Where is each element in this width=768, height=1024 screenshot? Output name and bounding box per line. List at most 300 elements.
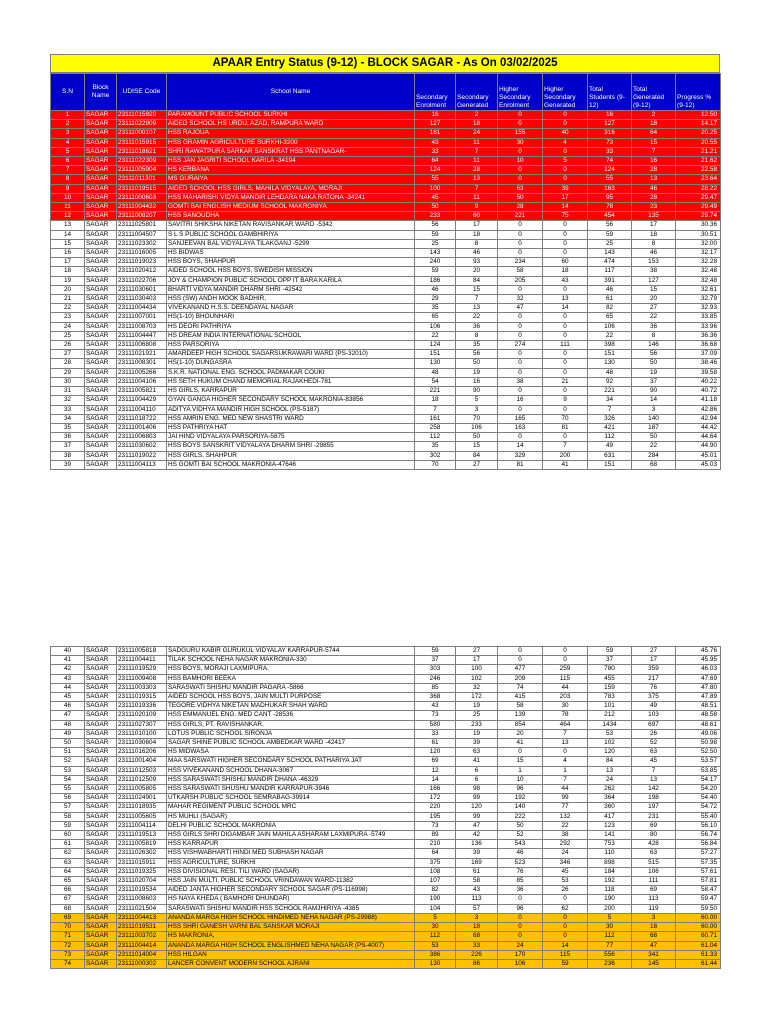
cell-sec-gen: 18 — [456, 120, 498, 129]
cell-sec-enrol: 172 — [415, 794, 456, 803]
cell-school: HSS GIRLS SHRI DIGAMBAR JAIN MAHILA ASHARAM LAXMIPURA -5749 — [167, 831, 415, 840]
cell-total-gen: 46 — [632, 249, 676, 258]
cell-sec-enrol: 59 — [415, 230, 456, 239]
cell-school: SHRI RAWATPURA SARKAR SANSKRAT HSS PANTNAGAR- — [167, 147, 415, 156]
cell-sn: 44 — [51, 683, 85, 692]
cell-block: SAGAR — [85, 396, 117, 405]
cell-udise: 23111011301 — [117, 175, 167, 184]
cell-total-gen: 38 — [632, 267, 676, 276]
cell-sec-enrol: 151 — [415, 350, 456, 359]
cell-progress: 48.58 — [676, 711, 721, 720]
cell-sec-enrol: 69 — [415, 757, 456, 766]
cell-sec-enrol: 14 — [415, 775, 456, 784]
cell-hsec-gen: 4 — [543, 757, 588, 766]
cell-sn: 23 — [51, 313, 85, 322]
status-table-bottom — [50, 646, 721, 969]
cell-sn: 28 — [51, 359, 85, 368]
cell-sec-enrol: 130 — [415, 959, 456, 968]
cell-sec-enrol: 186 — [415, 276, 456, 285]
header-school: School Name — [167, 74, 415, 111]
cell-sec-enrol: 55 — [415, 175, 456, 184]
cell-hsec-gen: 0 — [543, 405, 588, 414]
cell-block: SAGAR — [85, 387, 117, 396]
cell-school: AMARDEEP HIGH SCHOOL SAGARSUKRAWARI WARD (PS-32010) — [167, 350, 415, 359]
cell-total-students: 454 — [588, 212, 632, 221]
cell-sn: 15 — [51, 239, 85, 248]
cell-hsec-gen: 24 — [543, 849, 588, 858]
cell-block: SAGAR — [85, 129, 117, 138]
cell-total-gen: 217 — [632, 674, 676, 683]
cell-total-students: 221 — [588, 387, 632, 396]
cell-total-gen: 15 — [632, 138, 676, 147]
table-row — [51, 120, 721, 129]
cell-school: HSS VIVEKANAND SCHOOL DHANA-3067 — [167, 766, 415, 775]
cell-hsec-enrol: 0 — [498, 913, 543, 922]
cell-sec-enrol: 195 — [415, 812, 456, 821]
cell-hsec-enrol: 0 — [498, 166, 543, 175]
cell-progress: 30.51 — [676, 230, 721, 239]
cell-sn: 54 — [51, 775, 85, 784]
cell-progress: 60.00 — [676, 923, 721, 932]
table-row — [51, 442, 721, 451]
cell-hsec-enrol: 0 — [498, 433, 543, 442]
header-udise: UDISE Code — [117, 74, 167, 111]
cell-progress: 57.35 — [676, 858, 721, 867]
cell-hsec-gen: 0 — [543, 748, 588, 757]
cell-total-students: 163 — [588, 184, 632, 193]
cell-total-gen: 27 — [632, 304, 676, 313]
cell-hsec-gen: 14 — [543, 203, 588, 212]
cell-hsec-enrol: 329 — [498, 451, 543, 460]
cell-sec-enrol: 89 — [415, 831, 456, 840]
cell-progress: 59.50 — [676, 904, 721, 913]
cell-hsec-gen: 115 — [543, 674, 588, 683]
table-row — [51, 212, 721, 221]
cell-sec-enrol: 143 — [415, 249, 456, 258]
cell-total-students: 326 — [588, 414, 632, 423]
cell-total-students: 184 — [588, 867, 632, 876]
cell-hsec-enrol: 0 — [498, 932, 543, 941]
cell-progress: 56.10 — [676, 821, 721, 830]
table-row — [51, 460, 721, 469]
cell-school: HSS JAN JAGRITI SCHOOL KARILA -34194 — [167, 157, 415, 166]
cell-school: HSS SARASWATI SHUSHU MANDIR KARRAPUR-3946 — [167, 785, 415, 794]
cell-hsec-enrol: 85 — [498, 877, 543, 886]
cell-total-students: 110 — [588, 849, 632, 858]
cell-sec-gen: 172 — [456, 693, 498, 702]
cell-total-students: 33 — [588, 147, 632, 156]
cell-sec-enrol: 73 — [415, 821, 456, 830]
cell-udise: 23111004429 — [117, 396, 167, 405]
cell-total-students: 34 — [588, 396, 632, 405]
cell-total-students: 84 — [588, 757, 632, 766]
cell-hsec-enrol: 96 — [498, 785, 543, 794]
cell-hsec-enrol: 0 — [498, 647, 543, 656]
cell-sn: 74 — [51, 959, 85, 968]
cell-hsec-enrol: 0 — [498, 221, 543, 230]
cell-school: SAVITRI SHIKSHA NIKETAN RAVISANKAR WARD -5342 — [167, 221, 415, 230]
cell-progress: 57.61 — [676, 867, 721, 876]
cell-progress: 54.72 — [676, 803, 721, 812]
cell-sec-enrol: 386 — [415, 950, 456, 959]
cell-sn: 37 — [51, 442, 85, 451]
cell-sn: 46 — [51, 702, 85, 711]
cell-hsec-gen: 0 — [543, 249, 588, 258]
cell-sn: 48 — [51, 720, 85, 729]
cell-sn: 21 — [51, 295, 85, 304]
cell-hsec-gen: 0 — [543, 359, 588, 368]
cell-udise: 23111022309 — [117, 157, 167, 166]
cell-sn: 61 — [51, 840, 85, 849]
cell-hsec-enrol: 209 — [498, 674, 543, 683]
cell-total-gen: 16 — [632, 157, 676, 166]
cell-total-gen: 142 — [632, 785, 676, 794]
cell-hsec-enrol: 0 — [498, 895, 543, 904]
cell-block: SAGAR — [85, 702, 117, 711]
cell-udise: 23111030601 — [117, 285, 167, 294]
cell-progress: 14.17 — [676, 120, 721, 129]
table-row — [51, 959, 721, 968]
status-table-top — [50, 73, 721, 470]
cell-sec-enrol: 64 — [415, 849, 456, 858]
cell-school: PARAMOUNT PUBLIC SCHOOL SURKHI — [167, 111, 415, 120]
cell-udise: 23111019534 — [117, 886, 167, 895]
cell-progress: 32.28 — [676, 258, 721, 267]
cell-sec-enrol: 120 — [415, 748, 456, 757]
cell-hsec-enrol: 38 — [498, 377, 543, 386]
cell-udise: 23111015915 — [117, 138, 167, 147]
cell-sec-gen: 17 — [456, 221, 498, 230]
cell-hsec-gen: 21 — [543, 377, 588, 386]
cell-hsec-enrol: 0 — [498, 175, 543, 184]
cell-sn: 42 — [51, 665, 85, 674]
cell-sn: 4 — [51, 138, 85, 147]
cell-block: SAGAR — [85, 258, 117, 267]
cell-block: SAGAR — [85, 285, 117, 294]
table-row — [51, 129, 721, 138]
cell-progress: 39.58 — [676, 368, 721, 377]
cell-hsec-gen: 1 — [543, 766, 588, 775]
cell-sec-gen: 57 — [456, 904, 498, 913]
cell-total-students: 780 — [588, 665, 632, 674]
cell-sec-gen: 15 — [456, 285, 498, 294]
cell-hsec-gen: 17 — [543, 193, 588, 202]
cell-total-students: 262 — [588, 785, 632, 794]
cell-sec-gen: 47 — [456, 821, 498, 830]
cell-total-gen: 15 — [632, 285, 676, 294]
cell-block: SAGAR — [85, 821, 117, 830]
cell-total-students: 1434 — [588, 720, 632, 729]
cell-total-gen: 69 — [632, 886, 676, 895]
cell-udise: 23111015911 — [117, 858, 167, 867]
table-row — [51, 203, 721, 212]
cell-sn: 31 — [51, 387, 85, 396]
cell-hsec-enrol: 32 — [498, 295, 543, 304]
table-row — [51, 221, 721, 230]
cell-sn: 11 — [51, 203, 85, 212]
cell-school: HSS HILGAN — [167, 950, 415, 959]
cell-sec-gen: 98 — [456, 785, 498, 794]
cell-hsec-gen: 5 — [543, 157, 588, 166]
cell-total-gen: 63 — [632, 748, 676, 757]
cell-school: S.K.R. NATIONAL ENG. SCHOOL PADMAKAR COUKI — [167, 368, 415, 377]
table-row — [51, 423, 721, 432]
table-row — [51, 451, 721, 460]
cell-total-students: 556 — [588, 950, 632, 959]
cell-udise: 23111005266 — [117, 368, 167, 377]
cell-progress: 37.09 — [676, 350, 721, 359]
cell-school: BHARTI VIDYA MANDIR DHARM SHRI -42542 — [167, 285, 415, 294]
cell-hsec-enrol: 0 — [498, 405, 543, 414]
table-row — [51, 258, 721, 267]
cell-block: SAGAR — [85, 895, 117, 904]
cell-block: SAGAR — [85, 739, 117, 748]
cell-progress: 50.98 — [676, 739, 721, 748]
cell-progress: 53.57 — [676, 757, 721, 766]
cell-total-students: 151 — [588, 350, 632, 359]
cell-total-gen: 135 — [632, 212, 676, 221]
cell-school: HSS SARASWATI SHISHU MANDIR DHANA -46329 — [167, 775, 415, 784]
cell-school: HS(1-10) DUNGASRA — [167, 359, 415, 368]
cell-sn: 71 — [51, 932, 85, 941]
cell-progress: 21.21 — [676, 147, 721, 156]
cell-sec-enrol: 258 — [415, 423, 456, 432]
cell-school: SADGURU KABIR GURUKUL VIDYALAY KARRAPUR-5744 — [167, 647, 415, 656]
cell-sn: 25 — [51, 331, 85, 340]
cell-block: SAGAR — [85, 720, 117, 729]
cell-progress: 56.84 — [676, 840, 721, 849]
cell-hsec-enrol: 0 — [498, 923, 543, 932]
cell-school: HSS BOYS SANSKRIT VIDYALAYA DHARM SHRI -29855 — [167, 442, 415, 451]
cell-school: HSS MAHARISHI VIDYA MANDIR LEHDARA NAKA RATONA -34241 — [167, 193, 415, 202]
cell-school: HS DEORI PATHRIYA — [167, 322, 415, 331]
cell-block: SAGAR — [85, 423, 117, 432]
cell-udise: 23111019315 — [117, 693, 167, 702]
cell-sn: 33 — [51, 405, 85, 414]
header-total-students: Total Students (9-12) — [588, 74, 632, 111]
cell-block: SAGAR — [85, 120, 117, 129]
table-row — [51, 387, 721, 396]
cell-hsec-gen: 0 — [543, 656, 588, 665]
cell-sec-enrol: 210 — [415, 840, 456, 849]
cell-block: SAGAR — [85, 203, 117, 212]
cell-hsec-gen: 0 — [543, 433, 588, 442]
cell-school: VIVEKANAND H.S.S. DEENDAYAL NAGAR — [167, 304, 415, 313]
cell-block: SAGAR — [85, 831, 117, 840]
table-row — [51, 313, 721, 322]
cell-sn: 9 — [51, 184, 85, 193]
cell-school: ANANDA MARGA HIGH SCHOOL ENGLISHMED NEHA NAGAR (PS-4007) — [167, 941, 415, 950]
table-row — [51, 720, 721, 729]
cell-hsec-enrol: 163 — [498, 423, 543, 432]
cell-hsec-gen: 0 — [543, 368, 588, 377]
cell-total-gen: 13 — [632, 175, 676, 184]
cell-udise: 23111019022 — [117, 451, 167, 460]
cell-udise: 23111010100 — [117, 729, 167, 738]
cell-sec-gen: 5 — [456, 396, 498, 405]
cell-hsec-enrol: 14 — [498, 442, 543, 451]
cell-progress: 57.81 — [676, 877, 721, 886]
cell-block: SAGAR — [85, 451, 117, 460]
cell-sec-gen: 99 — [456, 794, 498, 803]
cell-udise: 23111030602 — [117, 442, 167, 451]
table-row — [51, 757, 721, 766]
cell-sn: 30 — [51, 377, 85, 386]
cell-school: UTKARSH PUBLIC SCHOOL SEMRABAG-39914 — [167, 794, 415, 803]
cell-sec-gen: 20 — [456, 267, 498, 276]
cell-total-gen: 23 — [632, 203, 676, 212]
cell-block: SAGAR — [85, 276, 117, 285]
cell-udise: 23111005821 — [117, 387, 167, 396]
table-row — [51, 794, 721, 803]
cell-total-gen: 22 — [632, 313, 676, 322]
cell-block: SAGAR — [85, 757, 117, 766]
cell-sec-gen: 6 — [456, 775, 498, 784]
cell-block: SAGAR — [85, 858, 117, 867]
report-sheet-bottom — [50, 646, 720, 969]
table-row — [51, 184, 721, 193]
cell-udise: 23111015920 — [117, 111, 167, 120]
cell-total-gen: 140 — [632, 414, 676, 423]
cell-sec-enrol: 16 — [415, 111, 456, 120]
cell-progress: 61.04 — [676, 941, 721, 950]
cell-progress: 45.95 — [676, 656, 721, 665]
cell-udise: 23111008703 — [117, 322, 167, 331]
cell-sec-gen: 100 — [456, 665, 498, 674]
cell-hsec-gen: 13 — [543, 295, 588, 304]
cell-hsec-enrol: 28 — [498, 203, 543, 212]
cell-hsec-enrol: 165 — [498, 414, 543, 423]
table-row — [51, 331, 721, 340]
cell-block: SAGAR — [85, 711, 117, 720]
cell-sec-gen: 56 — [456, 350, 498, 359]
cell-udise: 23111019336 — [117, 702, 167, 711]
cell-block: SAGAR — [85, 923, 117, 932]
cell-hsec-gen: 40 — [543, 129, 588, 138]
cell-sec-gen: 136 — [456, 840, 498, 849]
cell-school: AIDED SCHOOL HSS BOYS, JAIN MULTI PURPOSE — [167, 693, 415, 702]
cell-total-students: 56 — [588, 221, 632, 230]
cell-school: HSS BAMHORI BEEKA — [167, 674, 415, 683]
cell-hsec-enrol: 155 — [498, 129, 543, 138]
table-row — [51, 359, 721, 368]
cell-total-students: 112 — [588, 433, 632, 442]
cell-progress: 29.74 — [676, 212, 721, 221]
table-row — [51, 656, 721, 665]
cell-block: SAGAR — [85, 193, 117, 202]
cell-total-gen: 197 — [632, 803, 676, 812]
table-row — [51, 674, 721, 683]
cell-total-students: 117 — [588, 267, 632, 276]
cell-school: HSS RAJOUA — [167, 129, 415, 138]
cell-sec-enrol: 22 — [415, 331, 456, 340]
cell-total-students: 59 — [588, 230, 632, 239]
cell-hsec-gen: 39 — [543, 184, 588, 193]
cell-total-gen: 69 — [632, 821, 676, 830]
cell-sec-gen: 15 — [456, 442, 498, 451]
cell-sec-enrol: 64 — [415, 157, 456, 166]
cell-block: SAGAR — [85, 304, 117, 313]
cell-hsec-enrol: 0 — [498, 656, 543, 665]
cell-total-gen: 111 — [632, 877, 676, 886]
cell-sn: 60 — [51, 831, 85, 840]
cell-total-gen: 113 — [632, 895, 676, 904]
cell-total-gen: 28 — [632, 166, 676, 175]
cell-total-students: 74 — [588, 157, 632, 166]
cell-progress: 38.46 — [676, 359, 721, 368]
cell-udise: 23111012503 — [117, 766, 167, 775]
cell-udise: 23111004106 — [117, 377, 167, 386]
cell-progress: 54.20 — [676, 785, 721, 794]
cell-sn: 24 — [51, 322, 85, 331]
cell-total-students: 48 — [588, 368, 632, 377]
cell-udise: 23111005819 — [117, 840, 167, 849]
cell-progress: 60.00 — [676, 913, 721, 922]
cell-total-students: 151 — [588, 460, 632, 469]
cell-hsec-enrol: 0 — [498, 120, 543, 129]
cell-sec-gen: 50 — [456, 359, 498, 368]
cell-sec-gen: 32 — [456, 683, 498, 692]
cell-hsec-enrol: 0 — [498, 230, 543, 239]
cell-block: SAGAR — [85, 665, 117, 674]
cell-block: SAGAR — [85, 147, 117, 156]
cell-total-students: 236 — [588, 959, 632, 968]
cell-hsec-gen: 70 — [543, 414, 588, 423]
cell-sec-gen: 18 — [456, 923, 498, 932]
table-row — [51, 175, 721, 184]
cell-total-gen: 22 — [632, 442, 676, 451]
cell-hsec-gen: 7 — [543, 729, 588, 738]
cell-sec-gen: 19 — [456, 729, 498, 738]
cell-total-students: 192 — [588, 877, 632, 886]
table-row — [51, 341, 721, 350]
cell-udise: 23111007001 — [117, 313, 167, 322]
cell-progress: 30.36 — [676, 221, 721, 230]
cell-block: SAGAR — [85, 405, 117, 414]
table-row — [51, 285, 721, 294]
table-row — [51, 433, 721, 442]
cell-total-students: 102 — [588, 739, 632, 748]
cell-progress: 47.80 — [676, 683, 721, 692]
cell-udise: 23111004411 — [117, 656, 167, 665]
cell-sec-gen: 28 — [456, 166, 498, 175]
cell-hsec-enrol: 15 — [498, 757, 543, 766]
cell-total-gen: 153 — [632, 258, 676, 267]
cell-total-gen: 18 — [632, 230, 676, 239]
cell-total-students: 631 — [588, 451, 632, 460]
cell-sec-gen: 6 — [456, 766, 498, 775]
cell-sn: 45 — [51, 693, 85, 702]
header-sec-gen: Secondary Generated — [456, 74, 498, 111]
cell-block: SAGAR — [85, 959, 117, 968]
cell-progress: 44.64 — [676, 433, 721, 442]
header-total-gen: Total Generated (9-12) — [632, 74, 676, 111]
cell-school: HSS (SW) ANDH MOOK BADHIR, — [167, 295, 415, 304]
cell-progress: 48.51 — [676, 702, 721, 711]
table-row — [51, 775, 721, 784]
cell-hsec-enrol: 58 — [498, 267, 543, 276]
cell-sn: 56 — [51, 794, 85, 803]
cell-sec-enrol: 43 — [415, 702, 456, 711]
cell-total-students: 77 — [588, 941, 632, 950]
cell-total-gen: 76 — [632, 683, 676, 692]
cell-hsec-enrol: 0 — [498, 368, 543, 377]
cell-block: SAGAR — [85, 433, 117, 442]
cell-sec-enrol: 108 — [415, 867, 456, 876]
cell-school: HS KERBANA — [167, 166, 415, 175]
cell-school: ADITYA VIDHYA MANDIR HIGH SCHOOL (PS-5187) — [167, 405, 415, 414]
cell-sec-enrol: 7 — [415, 405, 456, 414]
